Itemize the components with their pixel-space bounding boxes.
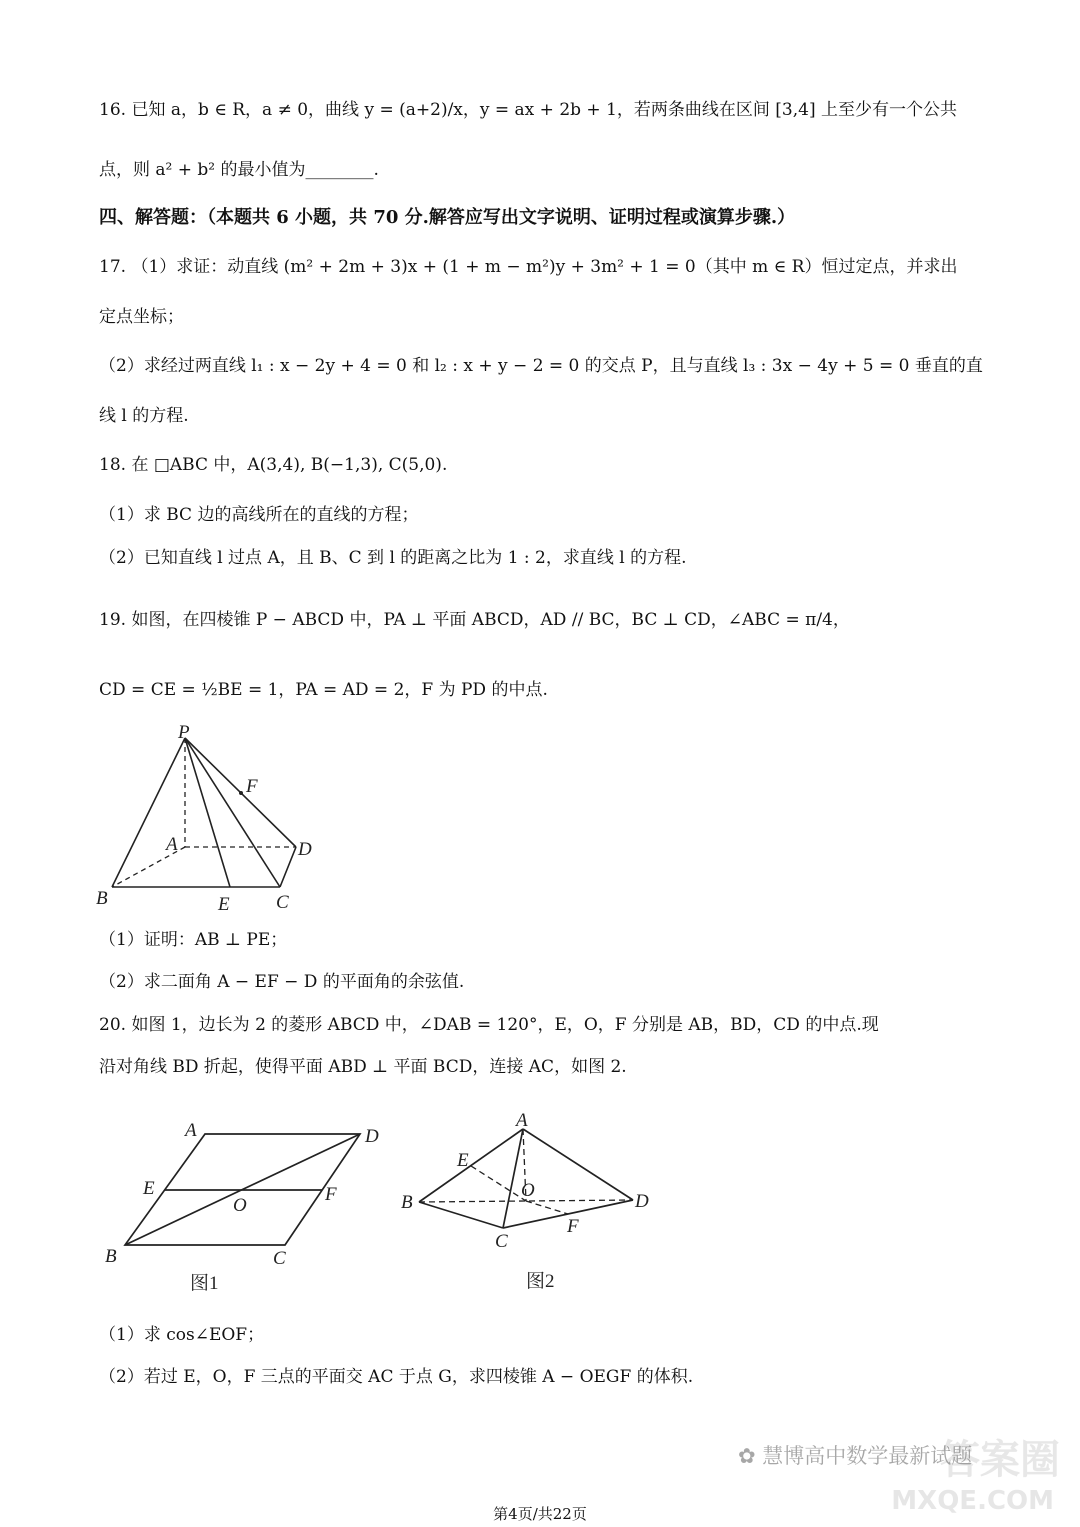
- q19-pyramid-figure: [90, 720, 330, 920]
- q16-line1: 16. 已知 a，b ∈ R，a ≠ 0，曲线 y = (a+2)/x，y = ax + 2b + 1，若两条曲线在区间 [3,4] 上至少有一个公共: [99, 100, 957, 120]
- fig1-caption: 图1: [190, 1273, 219, 1294]
- page-footer: 第4页/共22页: [493, 1505, 587, 1523]
- fig2-label-E: E: [457, 1150, 469, 1171]
- fig2-label-A: A: [516, 1110, 528, 1131]
- fig1-label-E: E: [143, 1178, 155, 1199]
- q19-label-C: C: [276, 892, 289, 913]
- fig1-label-C: C: [273, 1248, 286, 1269]
- q20-figure1-rhombus: [95, 1112, 395, 1302]
- fig2-label-O: O: [521, 1180, 535, 1201]
- q19-label-P: P: [178, 722, 190, 743]
- q16-line2: 点，则 a² + b² 的最小值为________.: [99, 160, 379, 180]
- q19-label-E: E: [218, 894, 230, 915]
- wechat-icon: ✿: [738, 1444, 763, 1468]
- q18-part1: （1）求 BC 边的高线所在的直线的方程；: [99, 505, 419, 525]
- q19-line2: CD = CE = ½BE = 1，PA = AD = 2，F 为 PD 的中点.: [99, 680, 548, 700]
- fig2-label-C: C: [495, 1231, 508, 1252]
- q17-line3: （2）求经过两直线 l₁ : x − 2y + 4 = 0 和 l₂ : x + y − 2 = 0 的交点 P，且与直线 l₃ : 3x − 4y + 5 = 0 垂直的直: [99, 356, 983, 376]
- fig1-label-B: B: [105, 1246, 117, 1267]
- fig1-label-A: A: [185, 1120, 197, 1141]
- q20-part1: （1）求 cos∠EOF；: [99, 1325, 265, 1345]
- fig2-label-F: F: [567, 1216, 579, 1237]
- q20-line1: 20. 如图 1，边长为 2 的菱形 ABCD 中，∠DAB = 120°，E，O，F 分别是 AB，BD，CD 的中点.现: [99, 1015, 879, 1035]
- q19-label-D: D: [298, 839, 312, 860]
- fig2-label-B: B: [401, 1192, 413, 1213]
- fig2-caption: 图2: [526, 1271, 555, 1292]
- fig2-label-D: D: [635, 1191, 649, 1212]
- q19-part1: （1）证明：AB ⊥ PE；: [99, 930, 288, 950]
- q18-line1: 18. 在 □ABC 中，A(3,4), B(−1,3), C(5,0).: [99, 455, 448, 475]
- section-heading: 四、解答题：（本题共 6 小题，共 70 分.解答应写出文字说明、证明过程或演算步骤.）: [99, 207, 796, 228]
- q20-part2: （2）若过 E，O，F 三点的平面交 AC 于点 G，求四棱锥 A − OEGF 的体积.: [99, 1367, 694, 1387]
- q20-line2: 沿对角线 BD 折起，使得平面 ABD ⊥ 平面 BCD，连接 AC，如图 2.: [99, 1057, 627, 1077]
- q19-label-B: B: [96, 888, 108, 909]
- q19-part2: （2）求二面角 A − EF − D 的平面角的余弦值.: [99, 972, 465, 992]
- fig1-label-O: O: [233, 1195, 247, 1216]
- fig1-label-D: D: [365, 1126, 379, 1147]
- q19-label-F: F: [246, 776, 258, 797]
- q17-line4: 线 l 的方程.: [99, 406, 189, 426]
- watermark-account: ✿ 慧博高中数学最新试题: [738, 1444, 973, 1468]
- q19-label-A: A: [166, 834, 178, 855]
- q17-line1: 17. （1）求证：动直线 (m² + 2m + 3)x + (1 + m − m²)y + 3m² + 1 = 0（其中 m ∈ R）恒过定点，并求出: [99, 257, 958, 277]
- q20-figure2-tetrahedron: [395, 1104, 665, 1299]
- fig1-label-F: F: [325, 1184, 337, 1205]
- watermark-logo-text: 答案圈: [940, 1437, 1060, 1483]
- watermark-url: MXQE.COM: [891, 1486, 1054, 1516]
- q17-line2: 定点坐标；: [99, 307, 184, 327]
- q19-line1: 19. 如图，在四棱锥 P − ABCD 中，PA ⊥ 平面 ABCD，AD // BC，BC ⊥ CD，∠ABC = π/4，: [99, 610, 850, 630]
- q18-part2: （2）已知直线 l 过点 A，且 B、C 到 l 的距离之比为 1 : 2，求直线 l 的方程.: [99, 548, 687, 568]
